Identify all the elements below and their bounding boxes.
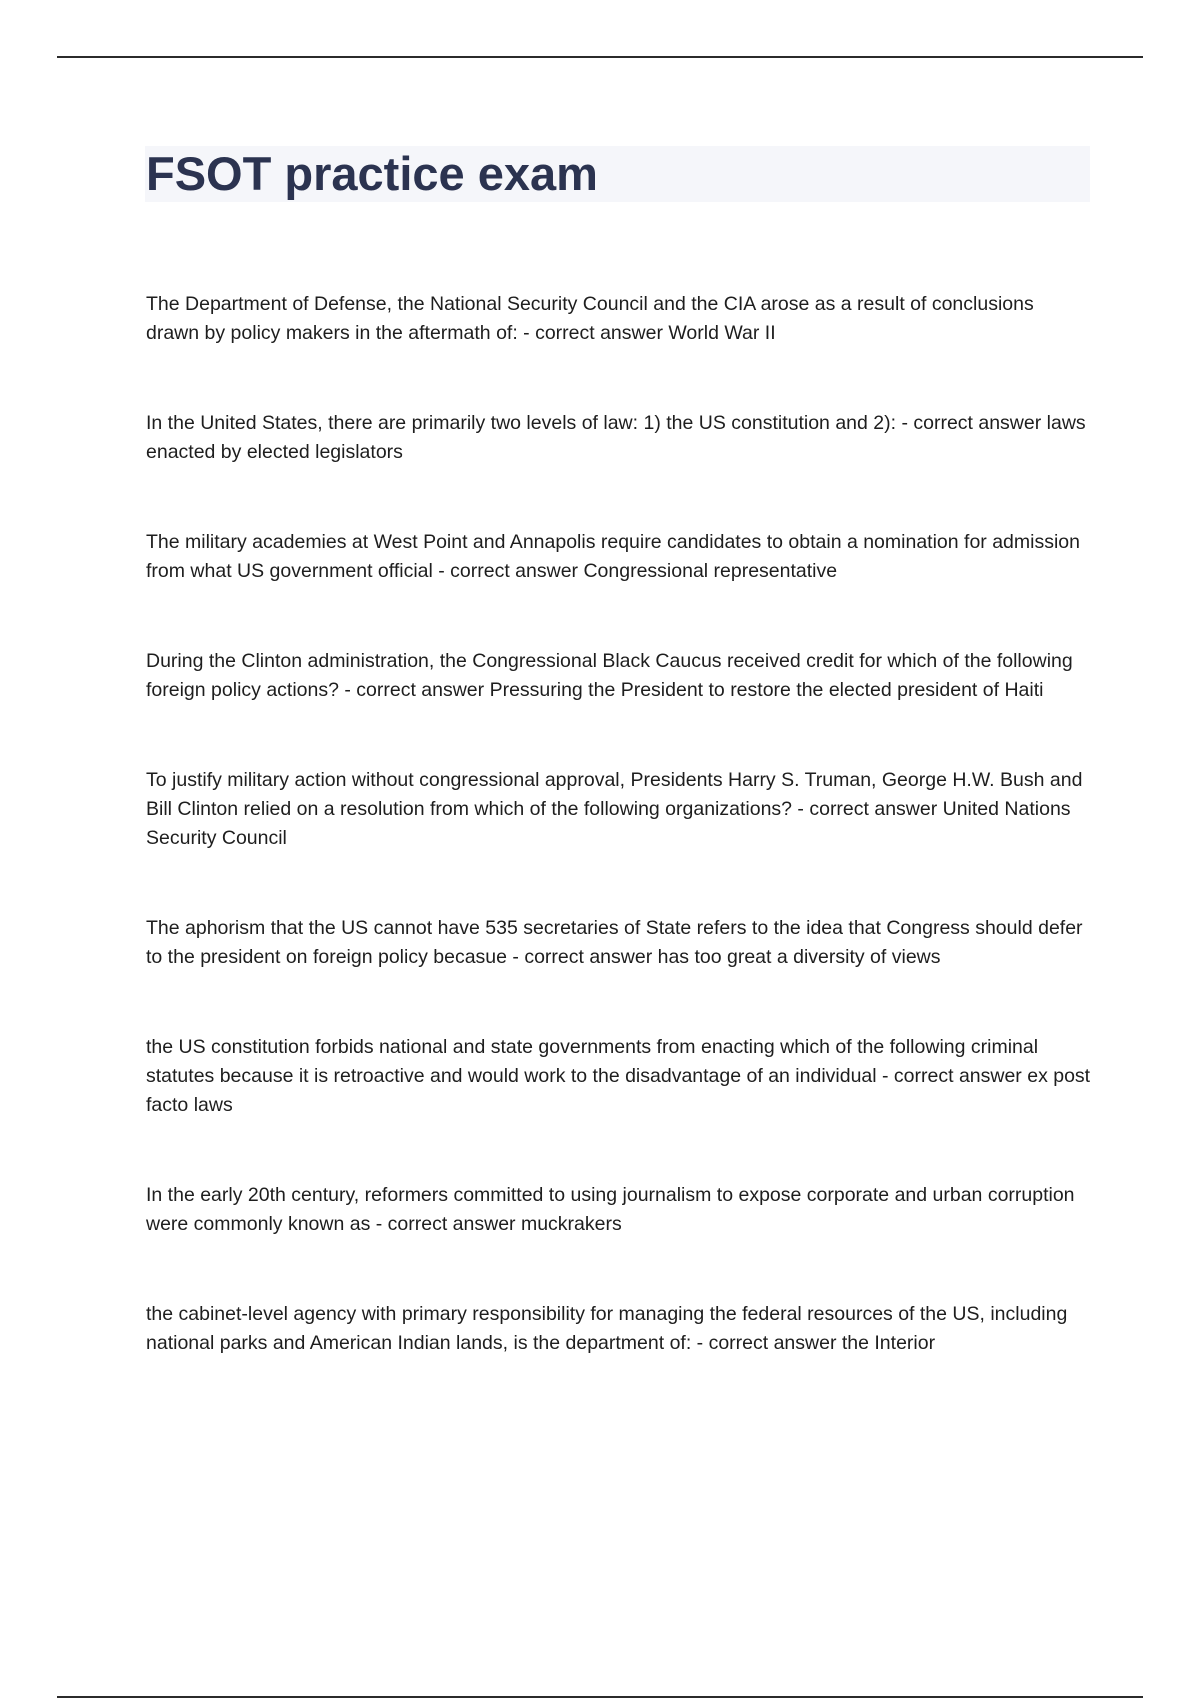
question-item-4: During the Clinton administration, the Congressional Black Caucus received credit for which of the following foreign policy actions? - correct answer Pressuring the President to restore the elected president of Haiti [146, 650, 1073, 701]
bottom-rule [57, 1696, 1143, 1698]
question-item-5: To justify military action without congressional approval, Presidents Harry S. Truman, George H.W. Bush and Bill Clinton relied on a resolution from which of the following organizations? - correct answer United Nations Security Council [146, 769, 1083, 849]
top-rule [57, 56, 1143, 58]
question-item-2: In the United States, there are primarily two levels of law: 1) the US constitution and 2): - correct answer laws enacted by elected legislators [146, 412, 1086, 463]
question-item-6: The aphorism that the US cannot have 535 secretaries of State refers to the idea that Congress should defer to the president on foreign policy becasue - correct answer has too great a diversity of views [146, 917, 1083, 968]
document-title: FSOT practice exam [146, 147, 598, 200]
question-item-8: In the early 20th century, reformers committed to using journalism to expose corporate and urban corruption were commonly known as - correct answer muckrakers [146, 1184, 1075, 1235]
question-item-1: The Department of Defense, the National Security Council and the CIA arose as a result of conclusions drawn by policy makers in the aftermath of: - correct answer World War II [146, 293, 1034, 344]
question-item-9: the cabinet-level agency with primary responsibility for managing the federal resources of the US, including national parks and American Indian lands, is the department of: - correct answer the Interior [146, 1303, 1068, 1354]
question-item-3: The military academies at West Point and Annapolis require candidates to obtain a nomination for admission from what US government official - correct answer Congressional representative [146, 531, 1080, 582]
question-list [146, 290, 1091, 1419]
question-item-7: the US constitution forbids national and state governments from enacting which of the following criminal statutes because it is retroactive and would work to the disadvantage of an individual - correct answer ex post facto laws [146, 1036, 1091, 1116]
